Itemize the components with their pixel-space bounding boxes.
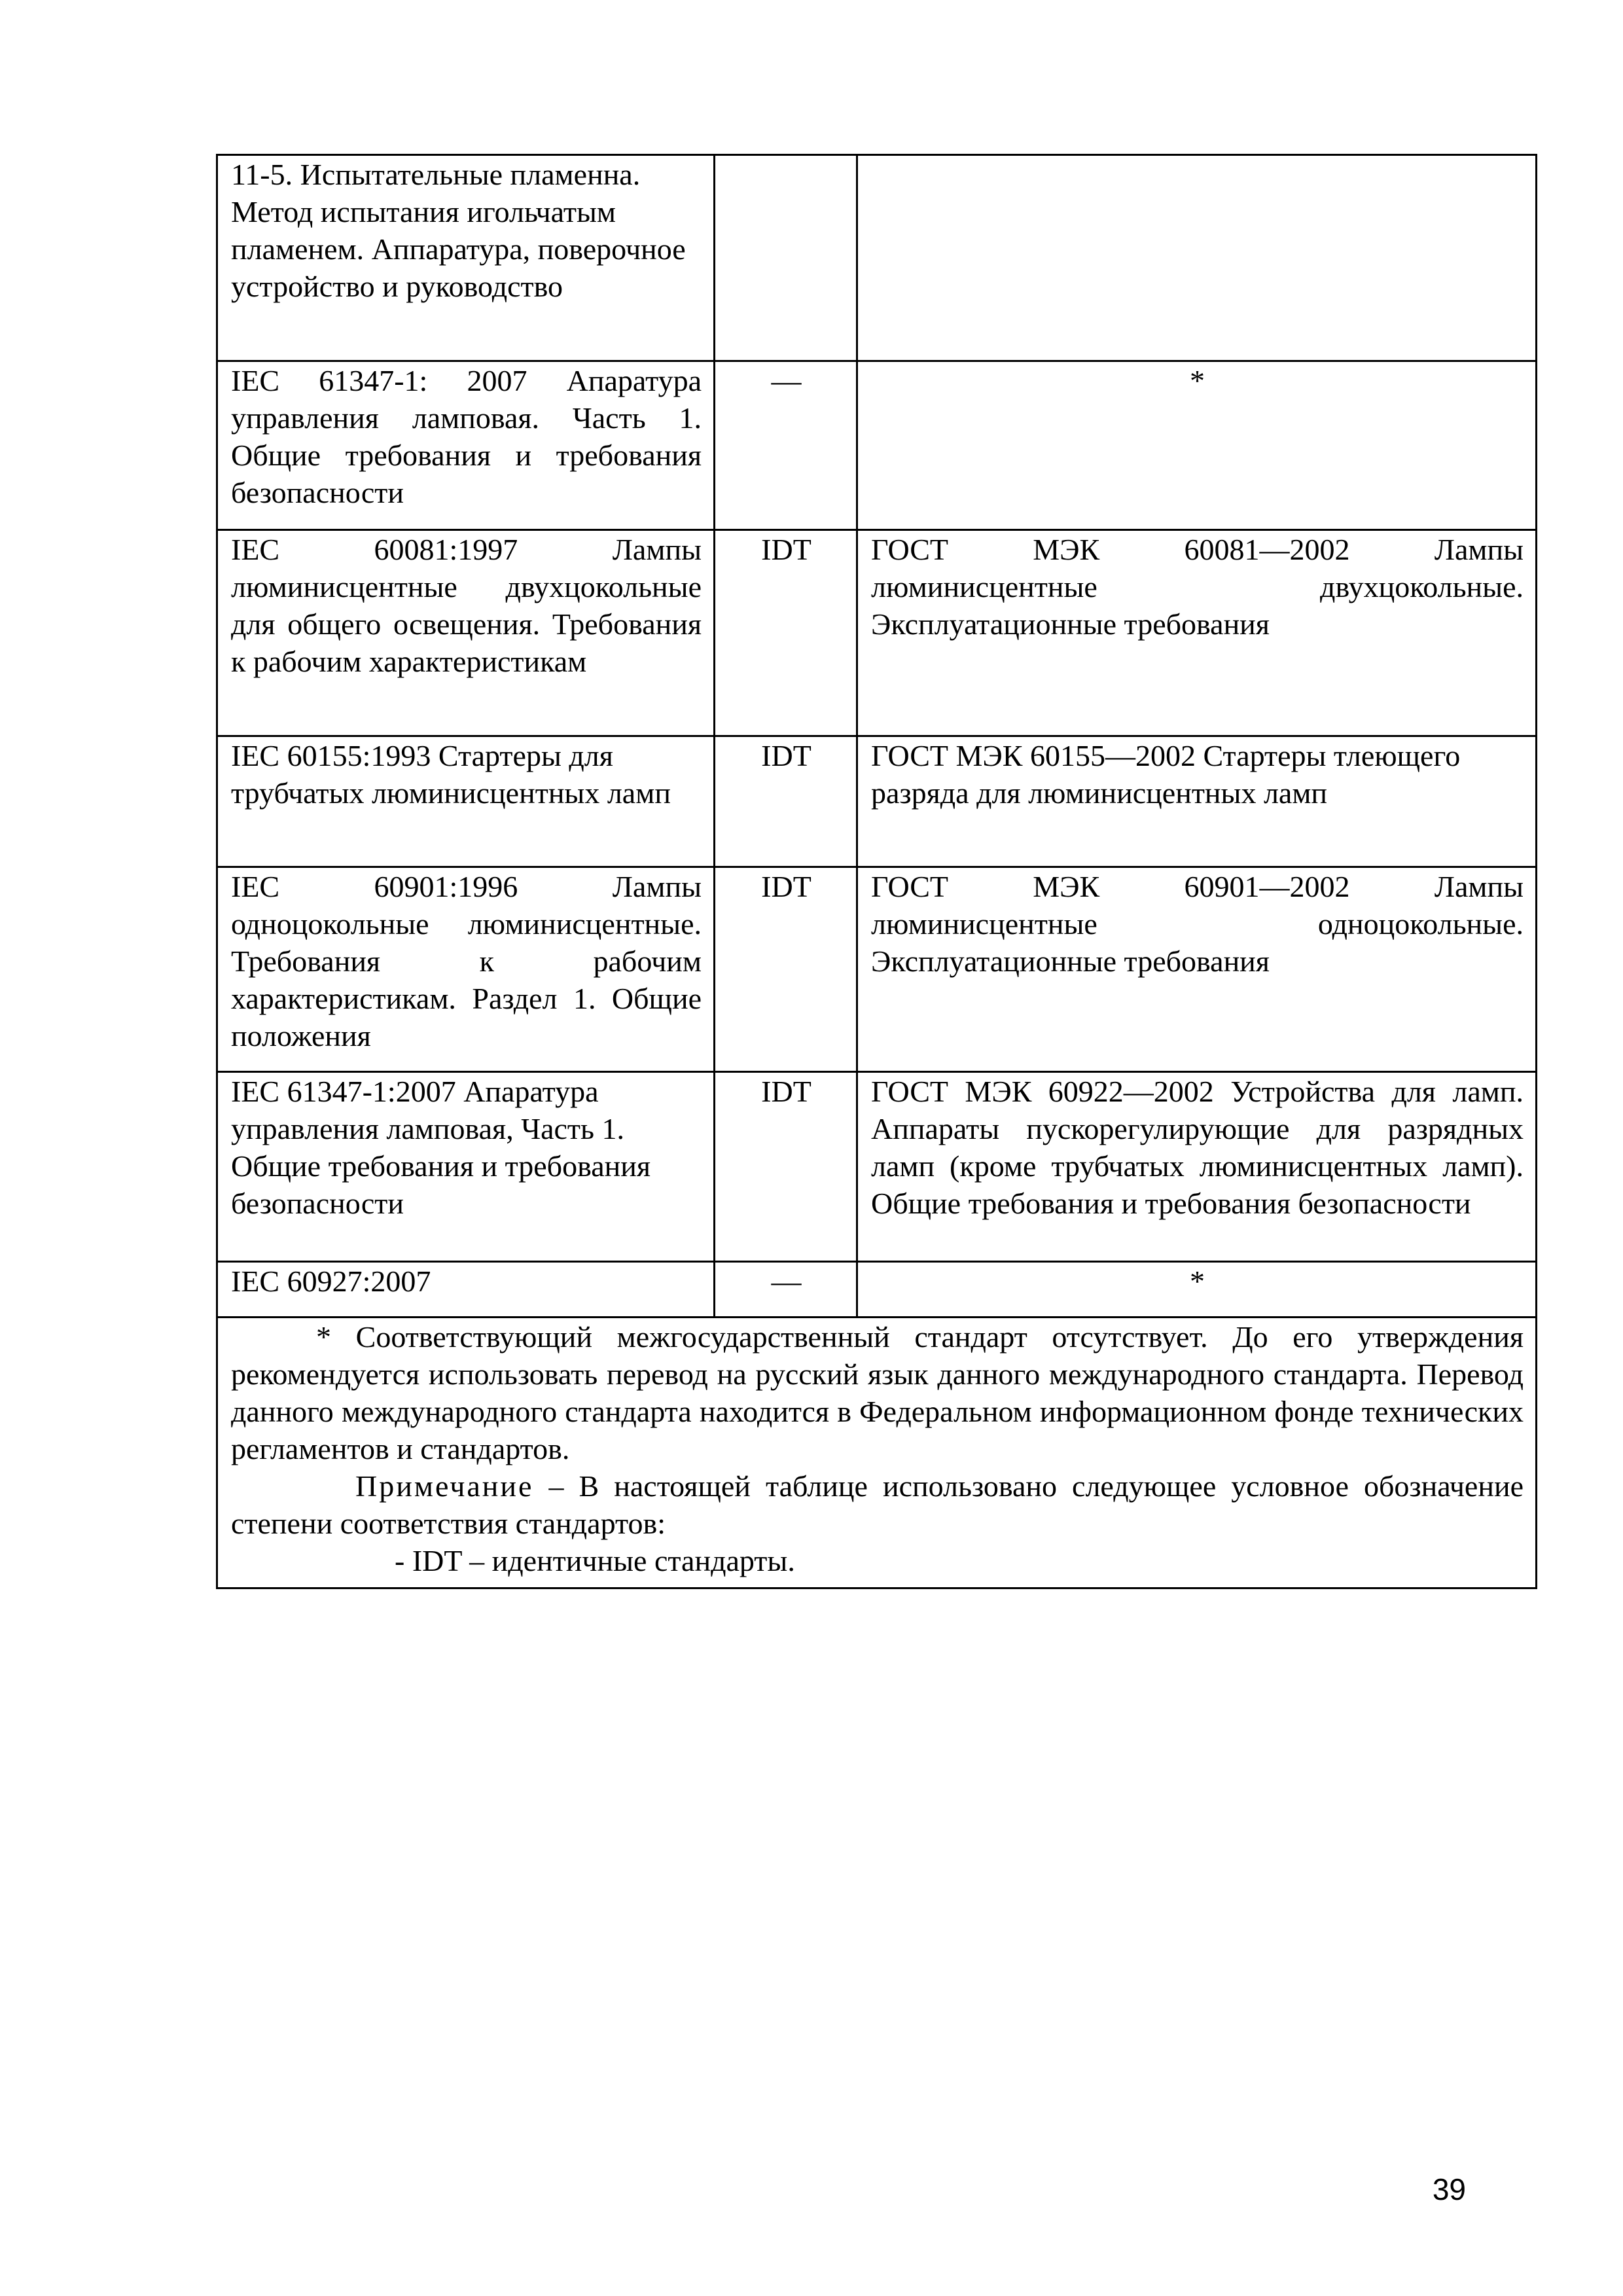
interstate-standard-cell (857, 155, 1537, 361)
table-row (217, 1072, 1537, 1262)
idt-definition: - IDT – идентичные стандарты. (395, 1544, 795, 1577)
intl-standard-cell: IEC 60927:2007 (217, 1262, 715, 1318)
table-note (217, 1318, 1537, 1588)
intl-standard-cell: 11-5. Испытательные пламенна. Метод испытания игольчатым пламенем. Аппаратура, поверочное устройство и руководство (217, 155, 715, 361)
note-paragraph (231, 1467, 1524, 1542)
intl-standard-cell: IEC 60081:1997 Лампы люминисцентные двухцокольные для общего освещения. Требования к рабочим характеристикам (217, 530, 715, 736)
footnote-text: * Соответствующий межгосударственный стандарт отсутствует. До его утверждения рекомендуется использовать перевод на русский язык данного международного стандарта. Перевод данного международного стандарта находится в Федеральном информационном фонде технических регламентов и стандартов. (231, 1320, 1524, 1465)
note-text: – В настоящей таблице использовано следующее условное обозначение степени соответствия стандартов: (231, 1469, 1524, 1540)
intl-standard-cell: IEC 60901:1996 Лампы одноцокольные люминисцентные. Требования к рабочим характеристикам. Раздел 1. Общие положения (217, 867, 715, 1072)
degree-cell: IDT (715, 530, 857, 736)
page-number: 39 (1432, 2172, 1466, 2206)
table-row (217, 867, 1537, 1072)
table-row (217, 361, 1537, 530)
note-label: Примечание (355, 1469, 534, 1503)
interstate-standard-cell: ГОСТ МЭК 60901—2002 Лампы люминисцентные одноцокольные. Эксплуатационные требования (857, 867, 1537, 1072)
table-note-row (217, 1318, 1537, 1588)
degree-cell (715, 155, 857, 361)
degree-cell: IDT (715, 867, 857, 1072)
interstate-standard-cell: * (857, 361, 1537, 530)
degree-cell: IDT (715, 1072, 857, 1262)
interstate-standard-cell: ГОСТ МЭК 60922—2002 Устройства для ламп. Аппараты пускорегулирующие для разрядных ламп (кроме трубчатых люминисцентных ламп). Общие требования и требования безопасности (857, 1072, 1537, 1262)
interstate-standard-cell: * (857, 1262, 1537, 1318)
intl-standard-cell: IEC 61347-1: 2007 Апаратура управления ламповая. Часть 1. Общие требования и требования безопасности (217, 361, 715, 530)
intl-standard-cell: IEC 60155:1993 Стартеры для трубчатых люминисцентных ламп (217, 736, 715, 867)
degree-cell: — (715, 1262, 857, 1318)
degree-cell: — (715, 361, 857, 530)
table-row (217, 530, 1537, 736)
table-row (217, 155, 1537, 361)
table-row (217, 1262, 1537, 1318)
interstate-standard-cell: ГОСТ МЭК 60081—2002 Лампы люминисцентные двухцокольные. Эксплуатационные требования (857, 530, 1537, 736)
standards-table (216, 154, 1537, 1589)
degree-cell: IDT (715, 736, 857, 867)
intl-standard-cell: IEC 61347-1:2007 Апаратура управления ламповая, Часть 1. Общие требования и требования безопасности (217, 1072, 715, 1262)
table-row (217, 736, 1537, 867)
interstate-standard-cell: ГОСТ МЭК 60155—2002 Стартеры тлеющего разряда для люминисцентных ламп (857, 736, 1537, 867)
